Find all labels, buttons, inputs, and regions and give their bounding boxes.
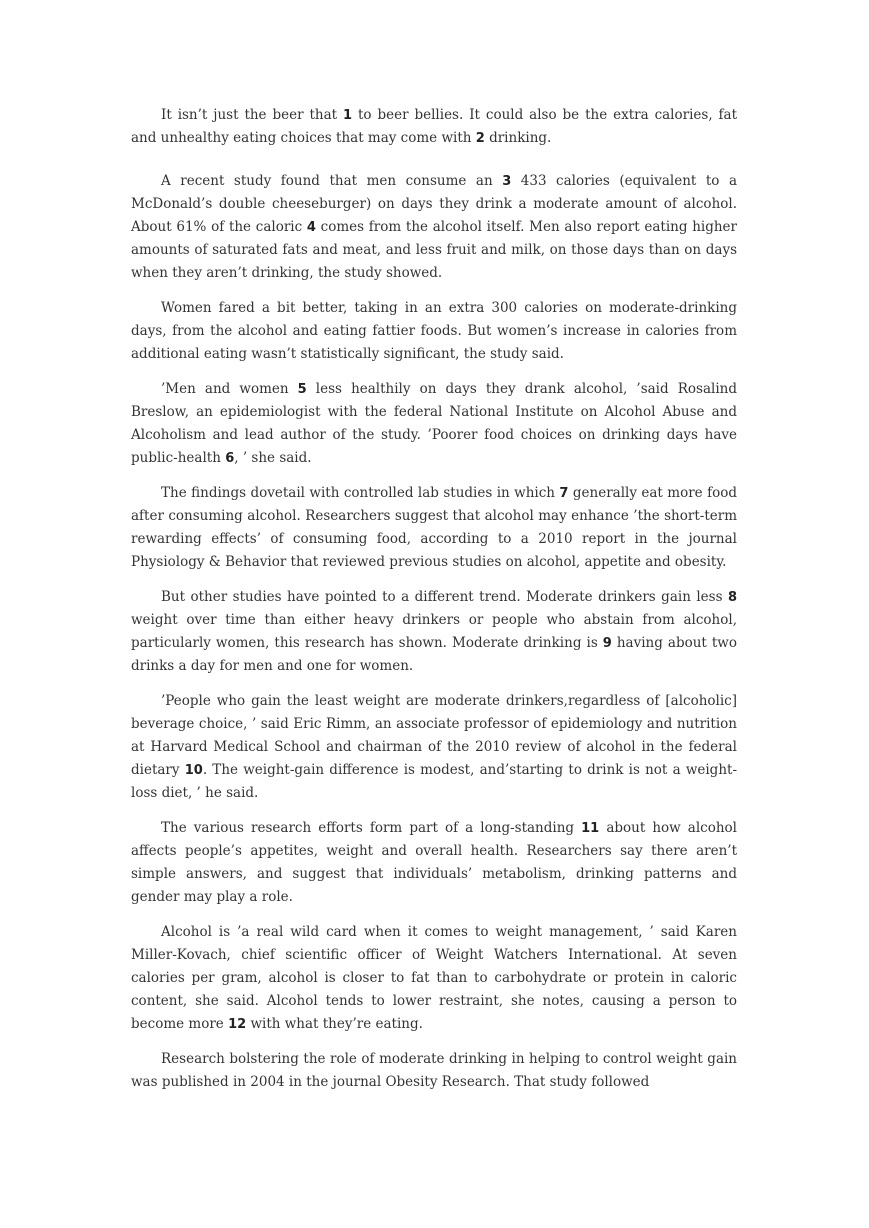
blank-number: 1 [343, 108, 353, 123]
text-run: with what they’re eating. [246, 1016, 423, 1032]
text-run: , ’ she said. [234, 450, 312, 466]
text-run: Women fared a bit better, taking in an extra 300 calories on moderate-drinking days, from the alcohol and eating fattier foods. But women’s increase in calories from additional eating wasn’t statistically significant, the study said. [131, 300, 737, 362]
blank-number: 3 [502, 174, 512, 189]
text-run: ’Men and women [161, 381, 298, 397]
text-run: having about two drinks a day for men and one for women. [131, 635, 737, 674]
blank-number: 4 [306, 220, 316, 235]
text-run: The various research efforts form part of a long-standing [161, 820, 582, 836]
paragraph [131, 482, 737, 574]
paragraph [131, 817, 737, 909]
blank-number: 6 [225, 451, 235, 466]
blank-number: 5 [297, 382, 307, 397]
paragraph [131, 104, 737, 150]
text-run: weight over time than either heavy drinkers or people who abstain from alcohol, particularly women, this research has shown. Moderate drinking is [131, 612, 737, 651]
text-run: A recent study found that men consume an [161, 173, 503, 189]
paragraph [131, 1048, 737, 1094]
text-run: Alcohol is ’a real wild card when it comes to weight management, ’ said Karen Miller-Kovach, chief scientific officer of Weight Watchers International. At seven calories per gram, alcohol is closer to fat than to carbohydrate or protein in caloric content, she said. Alcohol tends to lower restraint, she notes, causing a person to become more [131, 924, 737, 1032]
paragraph [131, 170, 737, 285]
text-run: 433 calories (equivalent to a McDonald’s double cheeseburger) on days they drink a moderate amount of alcohol. About 61% of the caloric [131, 173, 737, 235]
text-run: drinking. [484, 130, 552, 146]
text-run: . The weight-gain difference is modest, and’starting to drink is not a weight-loss diet, ’ he said. [131, 762, 738, 801]
blank-number: 9 [602, 636, 612, 651]
blank-number: 7 [559, 486, 569, 501]
blank-number: 10 [184, 763, 203, 778]
text-run: generally eat more food after consuming alcohol. Researchers suggest that alcohol may enhance ’the short-term rewarding effects’ of consuming food, according to a 2010 report in the journal Physiology & Behavior that reviewed previous studies on alcohol, appetite and obesity. [131, 485, 737, 570]
text-run: less healthily on days they drank alcohol, ’said Rosalind Breslow, an epidemiologist with the federal National Institute on Alcohol Abuse and Alcoholism and lead author of the study. ’Poorer food choices on drinking days have public-health [131, 381, 737, 466]
paragraph [131, 586, 737, 678]
blank-number: 2 [475, 131, 485, 146]
paragraph [131, 297, 737, 366]
text-run: comes from the alcohol itself. Men also report eating higher amounts of saturated fats and meat, and less fruit and milk, on those days than on days when they aren’t drinking, the study showed. [131, 219, 737, 281]
text-run: Research bolstering the role of moderate drinking in helping to control weight gain was published in 2004 in the journal Obesity Research. That study followed [131, 1051, 737, 1090]
text-run: about how alcohol affects people’s appetites, weight and overall health. Researchers say there aren’t simple answers, and suggest that individuals’ metabolism, drinking patterns and gender may play a role. [131, 820, 737, 905]
blank-number: 12 [228, 1017, 247, 1032]
blank-number: 8 [727, 590, 737, 605]
text-run: But other studies have pointed to a different trend. Moderate drinkers gain less [161, 589, 728, 605]
text-run: The findings dovetail with controlled lab studies in which [161, 485, 560, 501]
paragraph [131, 378, 737, 470]
paragraph [131, 690, 737, 805]
text-run: to beer bellies. It could also be the extra calories, fat and unhealthy eating choices that may come with [131, 107, 738, 146]
text-run: ’People who gain the least weight are moderate drinkers,regardless of [alcoholic] beverage choice, ’ said Eric Rimm, an associate professor of epidemiology and nutrition at Harvard Medical School and chairman of the 2010 review of alcohol in the federal dietary [131, 693, 737, 778]
document-page [131, 104, 737, 1106]
text-run: It isn’t just the beer that [161, 107, 344, 123]
blank-number: 11 [581, 821, 600, 836]
paragraph [131, 921, 737, 1036]
